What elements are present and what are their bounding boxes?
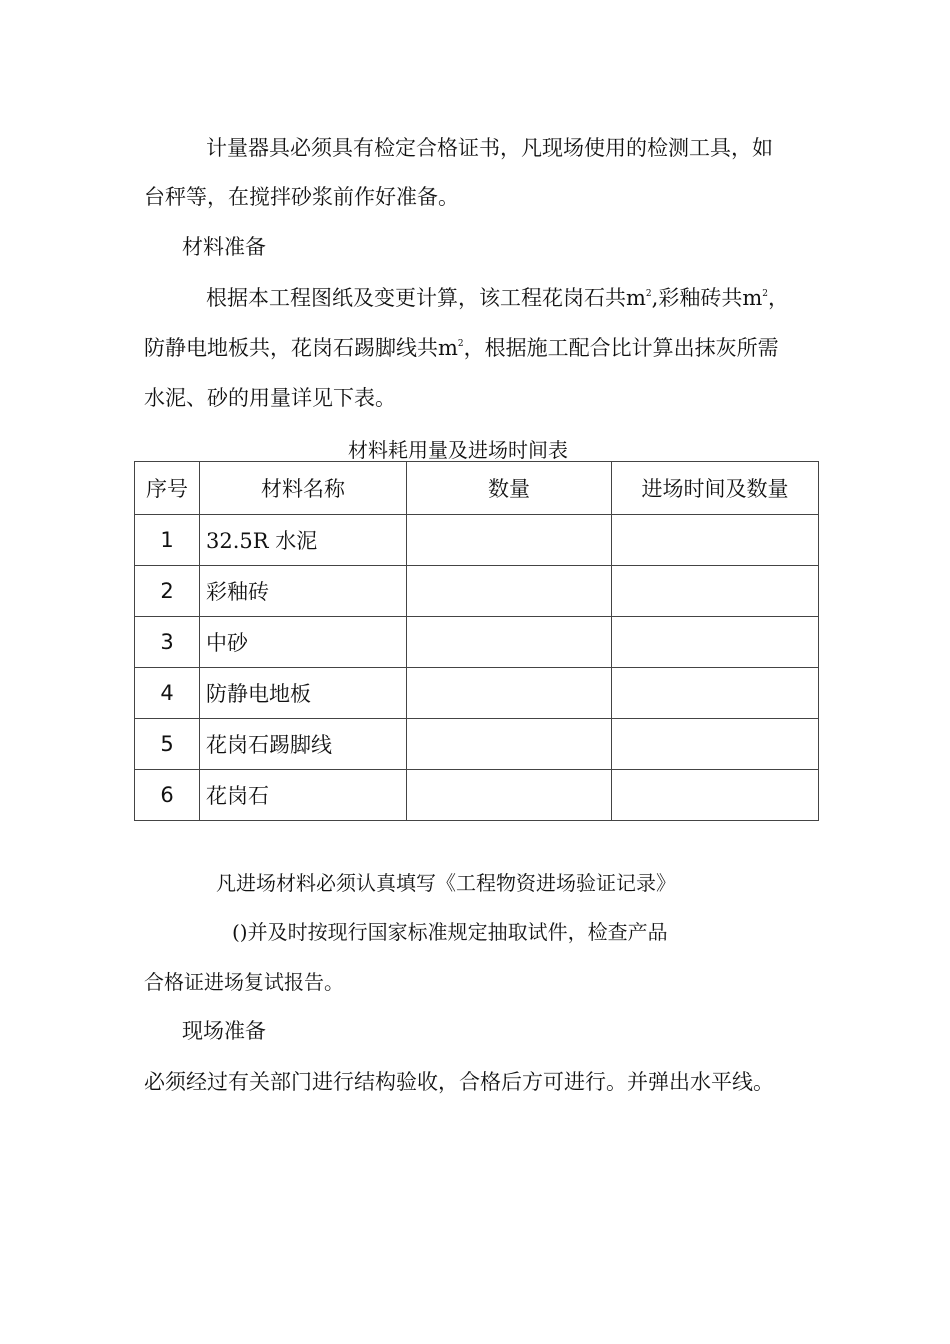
paragraph-line: 台秤等，在搅拌砂浆前作好准备。 [144,185,459,209]
section-heading-material: 材料准备 [182,235,266,259]
header-material-name: 材料名称 [200,462,407,515]
text-segment: 防静电地板共，花岗石踢脚线共 [144,336,438,360]
materials-table [134,461,819,821]
row-arrival [612,770,819,821]
paragraph-line: 水泥、砂的用量详见下表。 [144,386,396,410]
row-index: 4 [135,668,200,719]
paragraph-line: 凡进场材料必须认真填写《工程物资进场验证记录》 [216,871,676,895]
unit-superscript: 2 [645,289,652,299]
table-row [135,719,819,770]
row-arrival [612,668,819,719]
row-index: 1 [135,515,200,566]
table-row [135,770,819,821]
row-material-name: 花岗石 [200,770,407,821]
row-material-name: 32.5R 水泥 [200,515,407,566]
row-arrival [612,566,819,617]
unit-superscript: 2 [457,339,464,349]
text-segment: ， [768,286,789,310]
row-quantity [407,719,612,770]
table-row [135,668,819,719]
row-material-name: 花岗石踢脚线 [200,719,407,770]
row-index: 3 [135,617,200,668]
row-quantity [407,668,612,719]
header-index: 序号 [135,462,200,515]
paragraph-line: ()并及时按现行国家标准规定抽取试件，检查产品 [232,920,668,944]
header-arrival: 进场时间及数量 [612,462,819,515]
row-index: 2 [135,566,200,617]
row-arrival [612,719,819,770]
paragraph-line: 合格证进场复试报告。 [144,970,344,994]
paragraph-line: 计量器具必须具有检定合格证书，凡现场使用的检测工具，如 [206,136,773,160]
text-segment: ，根据施工配合比计算出抹灰所需 [463,336,779,360]
table-header-row [135,462,819,515]
paragraph-line [144,338,779,359]
table-caption: 材料耗用量及进场时间表 [348,438,568,462]
row-material-name: 防静电地板 [200,668,407,719]
row-arrival [612,617,819,668]
row-quantity [407,566,612,617]
text-segment: 根据本工程图纸及变更计算，该工程花岗石共 [206,286,626,310]
row-index: 5 [135,719,200,770]
unit-text: m [438,336,458,360]
table-row [135,566,819,617]
row-arrival [612,515,819,566]
text-segment: ,彩釉砖共 [651,286,743,310]
table-row [135,617,819,668]
row-index: 6 [135,770,200,821]
table-row [135,515,819,566]
header-quantity: 数量 [407,462,612,515]
unit-text: m [626,286,646,310]
unit-text: m [742,286,763,310]
row-quantity [407,770,612,821]
row-quantity [407,515,612,566]
row-quantity [407,617,612,668]
paragraph-line [206,288,789,309]
unit-superscript: 2 [762,289,768,299]
paragraph-line: 必须经过有关部门进行结构验收，合格后方可进行。并弹出水平线。 [144,1070,774,1094]
row-material-name: 彩釉砖 [200,566,407,617]
section-heading-site: 现场准备 [182,1019,266,1043]
row-material-name: 中砂 [200,617,407,668]
